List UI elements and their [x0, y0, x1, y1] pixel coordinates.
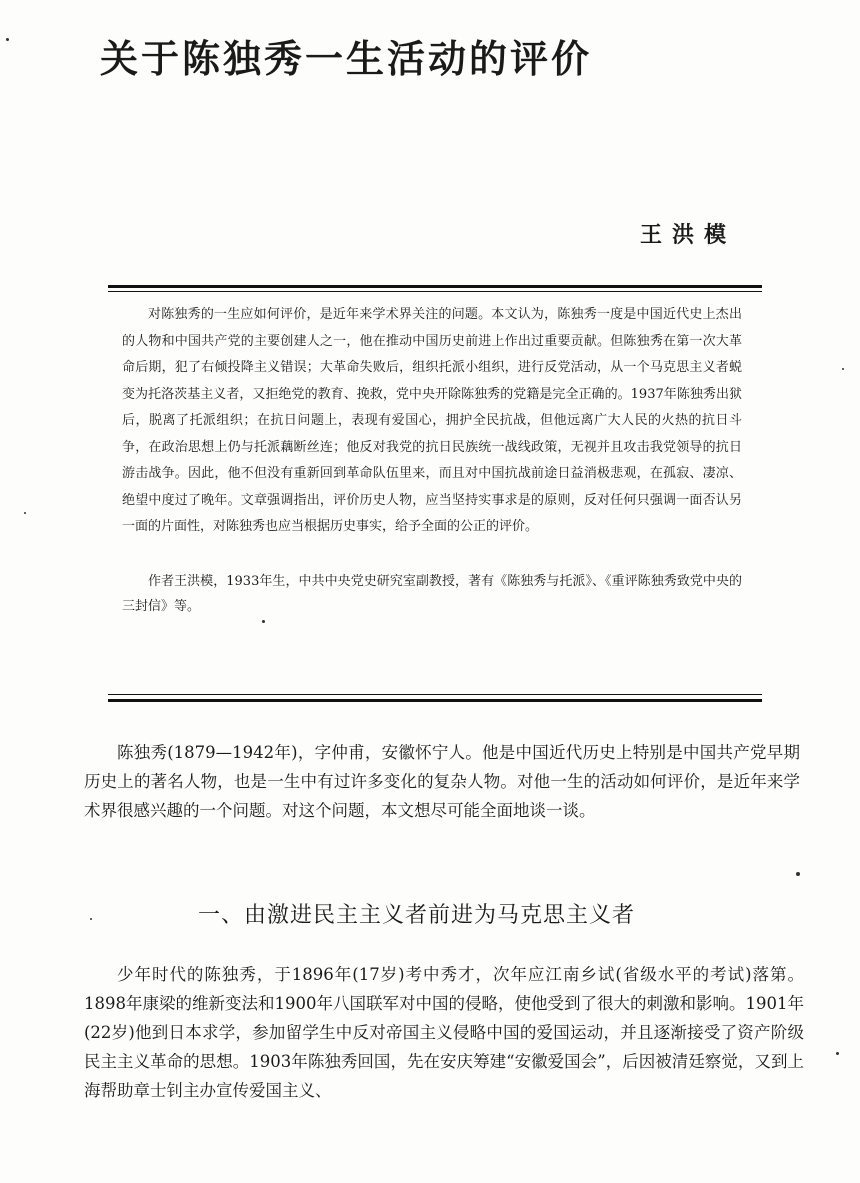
article-title: 关于陈独秀一生活动的评价 [100, 37, 593, 81]
abstract-bottom-rule [108, 699, 762, 702]
section-paragraph: 少年时代的陈独秀，于1896年(17岁)考中秀才，次年应江南乡试(省级水平的考试)落第。1898年康梁的维新变法和1900年八国联军对中国的侵略，使他受到了很大的刺激和影响。1901年(22岁)他到日本求学，参加留学生中反对帝国主义侵略中国的爱国运动，并且逐渐接受了资产阶级民主主义革命的思想。1903年陈独秀回国，先在安庆筹建“安徽爱国会”，后因被清廷察觉，又到上海帮助章士钊主办宣传爱国主义、 [84, 965, 804, 1100]
abstract-top-rule-thin [108, 291, 762, 292]
intro-paragraph: 陈独秀(1879—1942年)，字仲甫，安徽怀宁人。他是中国近代历史上特别是中国共产党早期历史上的著名人物，也是一生中有过许多变化的复杂人物。对他一生的活动如何评价，是近年来学术界很感兴趣的一个问题。对这个问题，本文想尽可能全面地谈一谈。 [84, 743, 800, 820]
abstract-top-rule [108, 285, 762, 288]
abstract-box [108, 302, 762, 619]
author-note: 作者王洪模，1933年生，中共中央党史研究室副教授，著有《陈独秀与托派》、《重评陈独秀致党中央的三封信》等。 [122, 573, 742, 614]
abstract-bottom-rule-thin [108, 694, 762, 695]
section-heading: 一、由激进民主主义者前进为马克思主义者 [198, 903, 636, 928]
scan-speck [90, 918, 92, 920]
article-author: 王洪模 [640, 223, 737, 248]
scan-speck [836, 1052, 839, 1055]
scan-speck [262, 620, 265, 623]
scan-speck [24, 512, 26, 514]
abstract-text: 对陈独秀的一生应如何评价，是近年来学术界关注的问题。本文认为，陈独秀一度是中国近代史上杰出的人物和中国共产党的主要创建人之一，他在推动中国历史前进上作出过重要贡献。但陈独秀在第一次大革命后期，犯了右倾投降主义错误；大革命失败后，组织托派小组织，进行反党活动，从一个马克思主义者蜕变为托洛茨基主义者，又拒绝党的教育、挽救，党中央开除陈独秀的党籍是完全正确的。1937年陈独秀出狱后，脱离了托派组织；在抗日问题上，表现有爱国心，拥护全民抗战，但他远离广大人民的火热的抗日斗争，在政治思想上仍与托派藕断丝连；他反对我党的抗日民族统一战线政策，无视并且攻击我党领导的抗日游击战争。因此，他不但没有重新回到革命队伍里来，而且对中国抗战前途日益消极悲观，在孤寂、凄凉、绝望中度过了晚年。文章强调指出，评价历史人物，应当坚持实事求是的原则，反对任何只强调一面否认另一面的片面性，对陈独秀也应当根据历史事实，给予全面的公正的评价。 [122, 307, 742, 534]
scan-speck [6, 38, 9, 41]
scan-speck [842, 368, 844, 370]
scan-speck [796, 872, 800, 876]
